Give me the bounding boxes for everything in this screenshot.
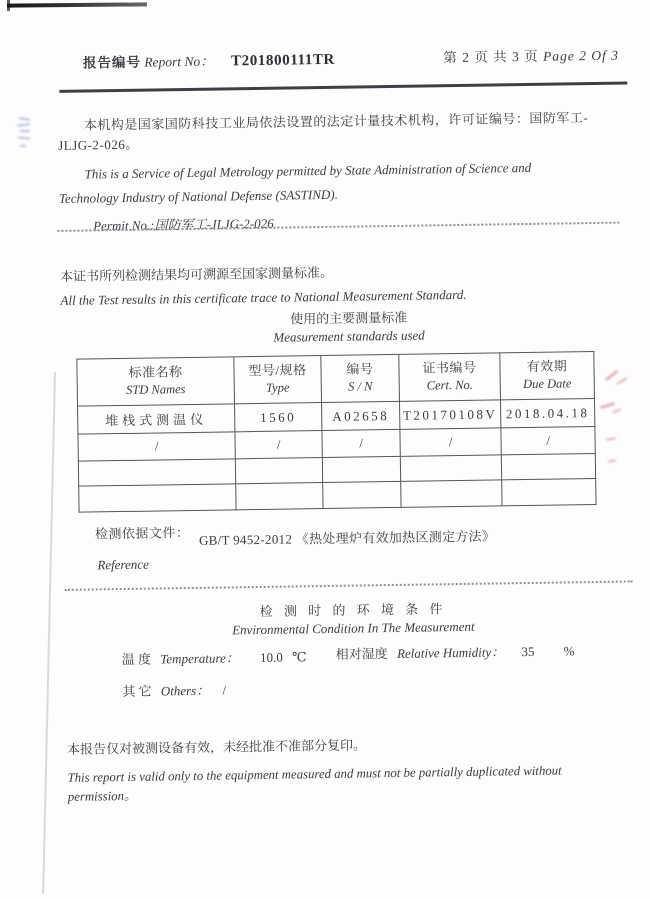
validity-note bbox=[67, 731, 613, 805]
environment-title-zh: 检 测 时 的 环 境 条 件 bbox=[259, 601, 447, 619]
accreditation-zh: 本机构是国家国防科技工业局依法设置的法定计量技术机构，许可证编号：国防军工-JLJG-2-026。 bbox=[58, 110, 589, 154]
validity-note-zh: 本报告仅对被测设备有效，未经批准不准部分复印。 bbox=[67, 737, 367, 757]
table-cell: / bbox=[78, 432, 235, 461]
table-cell bbox=[323, 481, 401, 508]
permit-no-line: Permit No.:国防军工-JLJG-2-026 bbox=[93, 215, 274, 234]
temperature-label-zh: 温 度 bbox=[121, 651, 152, 668]
report-number-group bbox=[83, 48, 335, 73]
table-header-row bbox=[77, 352, 595, 407]
table-cell bbox=[79, 484, 236, 512]
table-cell: / bbox=[501, 426, 595, 454]
validity-note-en: This report is valid only to the equipment measured and must not be partially duplicated without permission。 bbox=[67, 763, 562, 804]
others-label-en: Others： bbox=[160, 682, 210, 699]
temperature-field bbox=[122, 646, 307, 668]
traceability-section bbox=[60, 258, 601, 309]
table-cell: T20170108V bbox=[399, 400, 500, 429]
temperature-label-en: Temperature： bbox=[160, 650, 239, 667]
environment-title-en: Environmental Condition In The Measurement bbox=[232, 618, 475, 638]
table-header-std-names: 标准名称 STD Names bbox=[77, 357, 235, 406]
table-cell bbox=[502, 478, 596, 505]
others-value: / bbox=[222, 682, 227, 698]
page-indicator-zh: 第 2 页 共 3 页 bbox=[443, 48, 539, 66]
environment-title bbox=[73, 597, 633, 642]
page-indicator bbox=[443, 44, 619, 68]
table-cell: 2018.04.18 bbox=[500, 399, 594, 428]
humidity-value: 35 bbox=[521, 643, 535, 660]
accreditation-en: This is a Service of Legal Metrology permitted by State Administration of Science and Technology Industry of National Defense (SASTIND). bbox=[58, 160, 532, 206]
report-no-value: T201800111TR bbox=[230, 51, 336, 70]
table-header-cert-no: 证书编号 Cert. No. bbox=[399, 353, 501, 401]
standards-title-en: Measurement standards used bbox=[273, 327, 425, 345]
table-cell bbox=[78, 459, 235, 486]
table-cell bbox=[501, 453, 595, 479]
humidity-label-zh: 相对湿度 bbox=[335, 646, 388, 662]
table-cell bbox=[235, 458, 322, 484]
page-header bbox=[0, 43, 645, 74]
traceability-en: All the Test results in this certificate trace to National Measurement Standard. bbox=[60, 286, 467, 308]
table-cell: / bbox=[322, 429, 400, 457]
page-indicator-en: Page 2 Of 3 bbox=[542, 47, 619, 64]
table-cell bbox=[322, 456, 400, 482]
reference-section bbox=[94, 514, 595, 573]
table-header-sn: 编号 S / N bbox=[321, 354, 400, 402]
table-cell: 堆栈式测温仪 bbox=[78, 404, 235, 434]
standards-title bbox=[69, 305, 629, 348]
standards-title-zh: 使用的主要测量标准 bbox=[290, 309, 408, 327]
header-divider bbox=[59, 81, 627, 92]
reference-label-en: Reference bbox=[97, 556, 149, 573]
temperature-unit: ℃ bbox=[291, 649, 307, 665]
section-divider-bottom bbox=[65, 580, 633, 590]
table-cell bbox=[400, 455, 501, 481]
report-no-label-zh: 报告编号 bbox=[82, 54, 142, 71]
humidity-label-en: Relative Humidity： bbox=[396, 644, 505, 661]
reference-value: GB/T 9452-2012 《热处理炉有效加热区测定方法》 bbox=[198, 528, 496, 548]
table-header-type: 型号/规格 Type bbox=[234, 356, 322, 404]
others-field bbox=[122, 680, 226, 701]
table-cell bbox=[236, 483, 323, 510]
standards-table bbox=[76, 351, 596, 513]
table-header-due-date: 有效期 Due Date bbox=[500, 352, 595, 400]
others-label-zh: 其 它 bbox=[122, 683, 152, 700]
report-no-label-en: Report No： bbox=[144, 53, 214, 70]
table-cell: / bbox=[400, 428, 501, 456]
table-cell: 1560 bbox=[235, 403, 322, 432]
traceability-zh: 本证书所列检测结果均可溯源至国家测量标准。 bbox=[59, 264, 334, 284]
table-cell: / bbox=[235, 431, 322, 459]
temperature-value: 10.0 bbox=[259, 649, 283, 665]
table-cell: A02658 bbox=[322, 401, 400, 430]
table-cell bbox=[401, 480, 502, 507]
humidity-field bbox=[336, 640, 575, 663]
humidity-unit: % bbox=[563, 643, 575, 659]
reference-label-zh: 检测依据文件： bbox=[94, 525, 190, 542]
accreditation-section bbox=[58, 108, 594, 237]
